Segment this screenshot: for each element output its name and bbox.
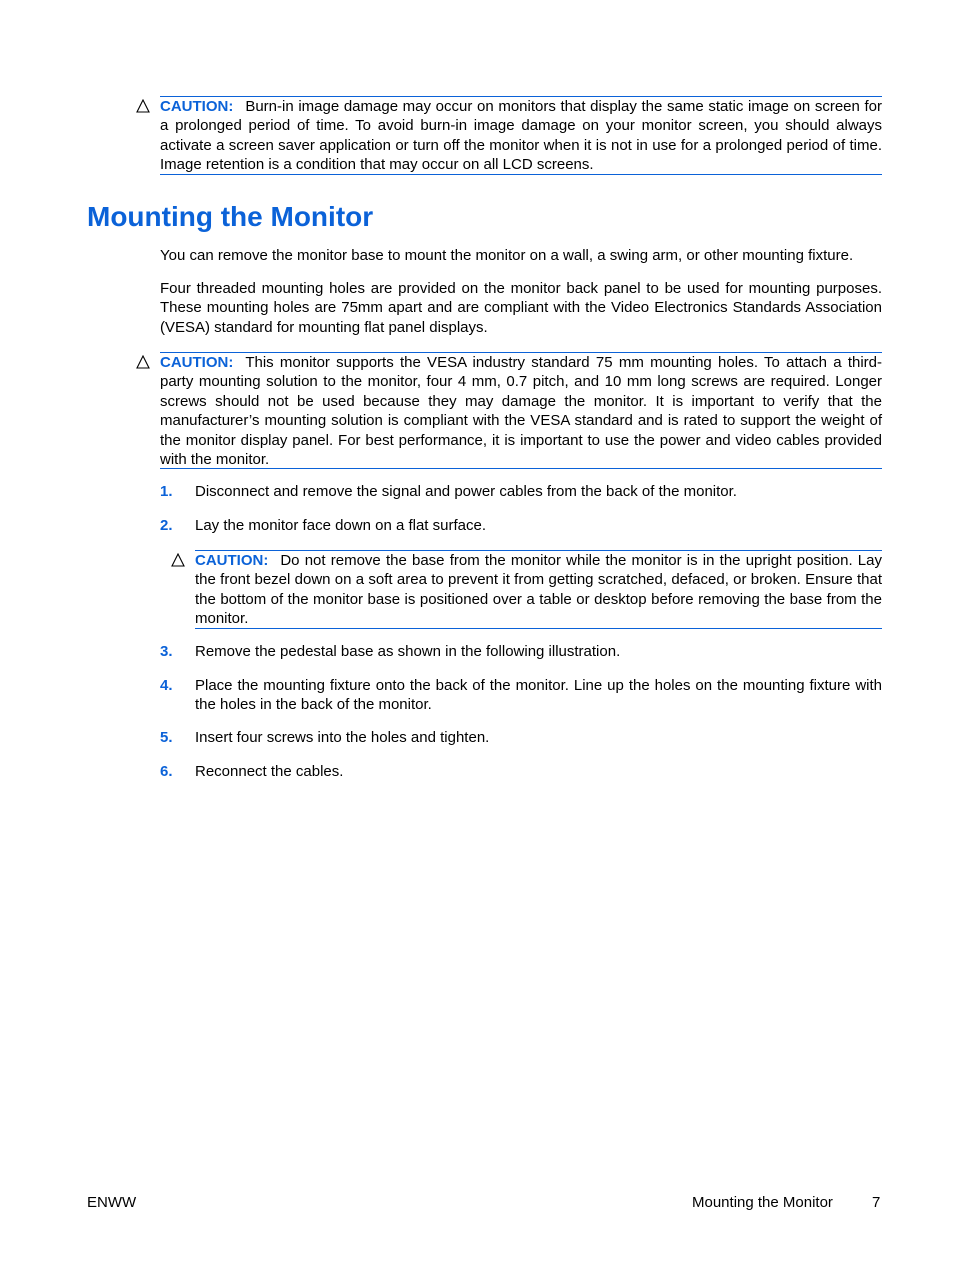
footer-left-label: ENWW: [87, 1194, 137, 1211]
step-text: Place the mounting fixture onto the back of the monitor. Line up the holes on the mounting fixture with the holes in the back of the monitor.: [195, 677, 882, 714]
list-item: [160, 762, 882, 781]
caution-text: [160, 353, 882, 469]
caution-text: [195, 551, 882, 629]
step-number: 6.: [160, 763, 173, 780]
list-item: [160, 676, 882, 715]
step-number: 4.: [160, 677, 173, 694]
step-text: Insert four screws into the holes and tighten.: [195, 729, 490, 746]
mounting-holes-paragraph: Four threaded mounting holes are provided on the monitor back panel to be used for mounting purposes. These mounting holes are 75mm apart and are compliant with the Video Electronics Standards Association (VESA) standard for mounting flat panel displays.: [160, 280, 882, 336]
caution-box-vesa: [160, 352, 882, 469]
caution-triangle-icon: [136, 355, 150, 369]
caution-body: Burn-in image damage may occur on monitors that display the same static image on screen for a prolonged period of time. To avoid burn-in image damage on your monitor screen, you should always activate a screen saver application or turn off the monitor when it is not in use for a prolonged period of time. Image retention is a condition that may occur on all LCD screens.: [160, 98, 882, 174]
list-item: [160, 482, 882, 501]
caution-box-burn-in: [160, 96, 882, 175]
step-text: Reconnect the cables.: [195, 763, 344, 780]
caution-triangle-icon: [171, 553, 185, 567]
step-text: Lay the monitor face down on a flat surface.: [195, 517, 486, 534]
caution-body: Do not remove the base from the monitor while the monitor is in the upright position. Lay the front bezel down on a soft area to prevent it from getting scratched, defaced, or broken. Ensure that the bottom of the monitor base is positioned over a table or desktop before removing the base from the monitor.: [195, 552, 882, 628]
caution-box-base-removal: [195, 550, 882, 629]
caution-text: [160, 97, 882, 175]
caution-label: CAUTION:: [195, 552, 269, 569]
caution-label: CAUTION:: [160, 354, 234, 371]
caution-body: This monitor supports the VESA industry standard 75 mm mounting holes. To attach a third-party mounting solution to the monitor, four 4 mm, 0.7 pitch, and 10 mm long screws are required. Longer screws should not be used because they may damage the monitor. It is important to verify that the manufacturer’s mounting solution is compliant with the VESA standard and is rated to support the weight of the monitor display panel. For best performance, it is important to use the power and video cables provided with the monitor.: [160, 354, 882, 469]
list-item: [160, 728, 882, 747]
caution-triangle-icon: [136, 99, 150, 113]
page-title: Mounting the Monitor: [87, 201, 374, 232]
step-number: 2.: [160, 517, 173, 534]
list-item: [160, 516, 882, 535]
step-text: Remove the pedestal base as shown in the following illustration.: [195, 643, 621, 660]
step-text: Disconnect and remove the signal and power cables from the back of the monitor.: [195, 483, 737, 500]
page-number: 7: [872, 1194, 881, 1211]
step-number: 3.: [160, 643, 173, 660]
intro-paragraph: You can remove the monitor base to mount the monitor on a wall, a swing arm, or other mounting fixture.: [160, 247, 854, 264]
footer-section-title: Mounting the Monitor: [692, 1194, 833, 1211]
list-item: [160, 642, 882, 661]
caution-label: CAUTION:: [160, 98, 234, 115]
step-number: 5.: [160, 729, 173, 746]
step-number: 1.: [160, 483, 173, 500]
